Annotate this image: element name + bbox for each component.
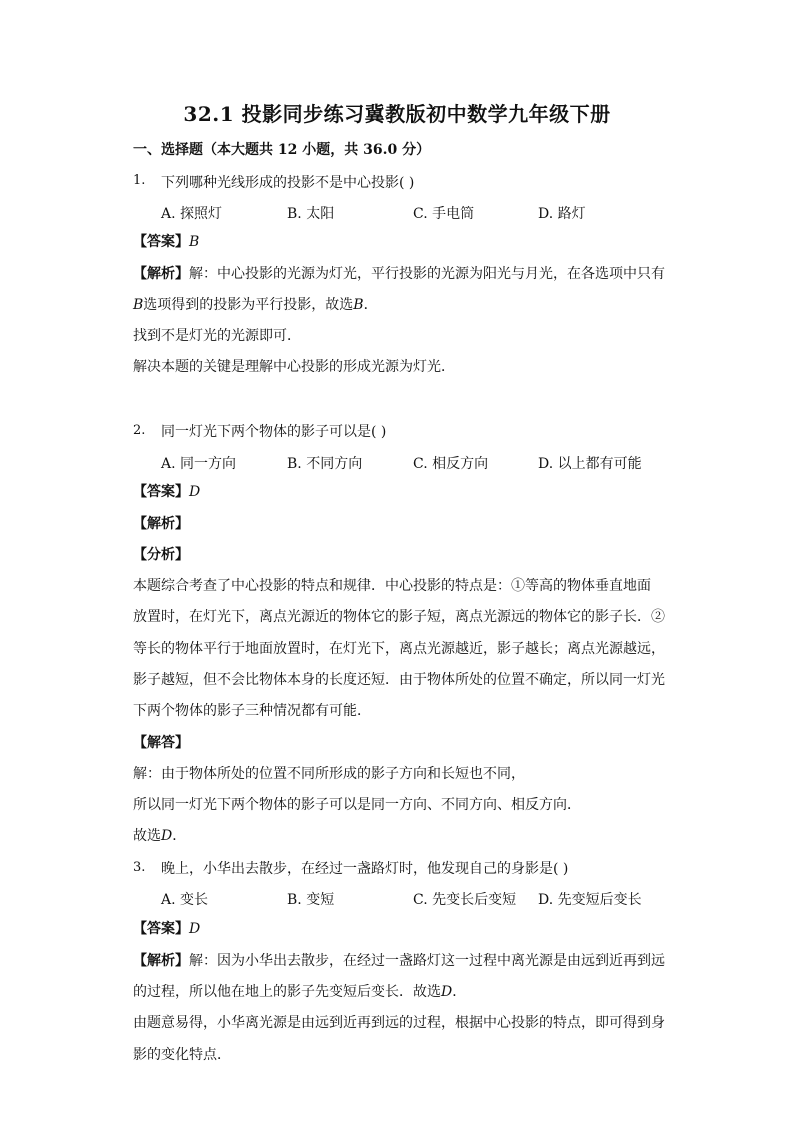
section-header: 一、选择题（本大题共 12 小题，共 36.0 分） [133, 142, 431, 158]
q2-analysis-label: 【解析】 [133, 516, 189, 532]
q2-breakdown-line-4: 影子越短，但不会比物体本身的长度还短．由于物体所处的位置不确定，所以同一灯光 [133, 672, 665, 688]
q1-option-b: B. 太阳 [287, 206, 335, 222]
q2-choice-ref: D [161, 828, 173, 844]
q1-answer [133, 232, 199, 252]
q2-option-d: D. 以上都有可能 [538, 456, 642, 472]
q3-option-b: B. 变短 [287, 892, 335, 908]
q2-solution-line-3 [133, 826, 186, 846]
q3-option-d: D. 先变短后变长 [538, 892, 642, 908]
q2-solution-label: 【解答】 [133, 735, 189, 751]
q2-breakdown-line-3: 等长的物体平行于地面放置时，在灯光下，离点光源越近，影子越长；离点光源越远， [133, 641, 665, 657]
question-3-number: 3. [133, 860, 146, 875]
q3-answer-value: D [189, 921, 201, 937]
answer-label: 【答案】 [133, 921, 189, 937]
q3-line-4: 影的变化特点． [133, 1047, 231, 1063]
q1-line-3: 找到不是灯光的光源即可． [133, 328, 301, 344]
analysis-label: 【解析】 [133, 953, 189, 969]
answer-label: 【答案】 [133, 484, 189, 500]
q2-choose-text: 故选 [133, 828, 161, 844]
question-1-stem: 下列哪种光线形成的投影不是中心投影( ) [161, 175, 415, 191]
q2-breakdown-line-5: 下两个物体的影子三种情况都有可能． [133, 703, 371, 719]
q3-option-c: C. 先变长后变短 [413, 892, 517, 908]
q1-option-a: A. 探照灯 [161, 206, 223, 222]
q2-option-c: C. 相反方向 [413, 456, 489, 472]
q1-option-c: C. 手电筒 [413, 206, 475, 222]
q1-option-ref: B [133, 297, 144, 313]
q1-analysis-line-1 [133, 264, 665, 284]
q2-option-a: A. 同一方向 [161, 456, 237, 472]
q1-line-4: 解决本题的关键是理解中心投影的形成光源为灯光． [133, 359, 455, 375]
question-3-stem: 晚上，小华出去散步，在经过一盏路灯时，他发现自己的身影是( ) [161, 861, 569, 877]
question-2-stem: 同一灯光下两个物体的影子可以是( ) [161, 424, 387, 440]
q2-option-b: B. 不同方向 [287, 456, 363, 472]
q3-option-a: A. 变长 [161, 892, 209, 908]
question-1-number: 1. [133, 173, 146, 188]
q3-analysis-text: 解：因为小华出去散步，在经过一盏路灯这一过程中离光源是由远到近再到远 [189, 953, 665, 969]
question-2-number: 2. [133, 423, 146, 438]
q2-solution-line-1: 解：由于物体所处的位置不同所形成的影子方向和长短也不同， [133, 766, 525, 782]
q2-solution-line-2: 所以同一灯光下两个物体的影子可以是同一方向、不同方向、相反方向． [133, 797, 581, 813]
page-title: 32.1 投影同步练习冀教版初中数学九年级下册 [183, 102, 611, 126]
q3-line-3: 由题意易得，小华离光源是由远到近再到远的过程，根据中心投影的特点，即可得到身 [133, 1015, 665, 1031]
q2-answer [133, 482, 200, 502]
q2-answer-value: D [189, 484, 201, 500]
q2-period: ． [172, 828, 187, 844]
q3-analysis-line-1 [133, 951, 665, 971]
q1-option-ref-2: B [353, 297, 364, 313]
answer-label: 【答案】 [133, 234, 189, 250]
q3-choice-ref: D [441, 984, 453, 1000]
q1-option-d: D. 路灯 [538, 206, 586, 222]
q1-period: ． [363, 297, 378, 313]
q1-answer-value: B [189, 234, 200, 250]
q2-breakdown-line-2: 放置时，在灯光下，离点光源近的物体它的影子短，离点光源远的物体它的影子长．② [133, 609, 665, 625]
q3-period: ． [452, 984, 467, 1000]
q3-answer [133, 919, 200, 939]
q2-breakdown-label: 【分析】 [133, 547, 189, 563]
q1-analysis-text: 解：中心投影的光源为灯光，平行投影的光源为阳光与月光，在各选项中只有 [189, 266, 665, 282]
q3-analysis-line-2 [133, 982, 466, 1002]
analysis-label: 【解析】 [133, 266, 189, 282]
q2-breakdown-line-1: 本题综合考查了中心投影的特点和规律．中心投影的特点是：①等高的物体垂直地面 [133, 578, 651, 594]
q1-analysis-line-2 [133, 295, 378, 315]
q3-analysis-text-2: 的过程，所以他在地上的影子先变短后变长．故选 [133, 984, 441, 1000]
q1-analysis-text-2: 选项得到的投影为平行投影，故选 [143, 297, 354, 313]
